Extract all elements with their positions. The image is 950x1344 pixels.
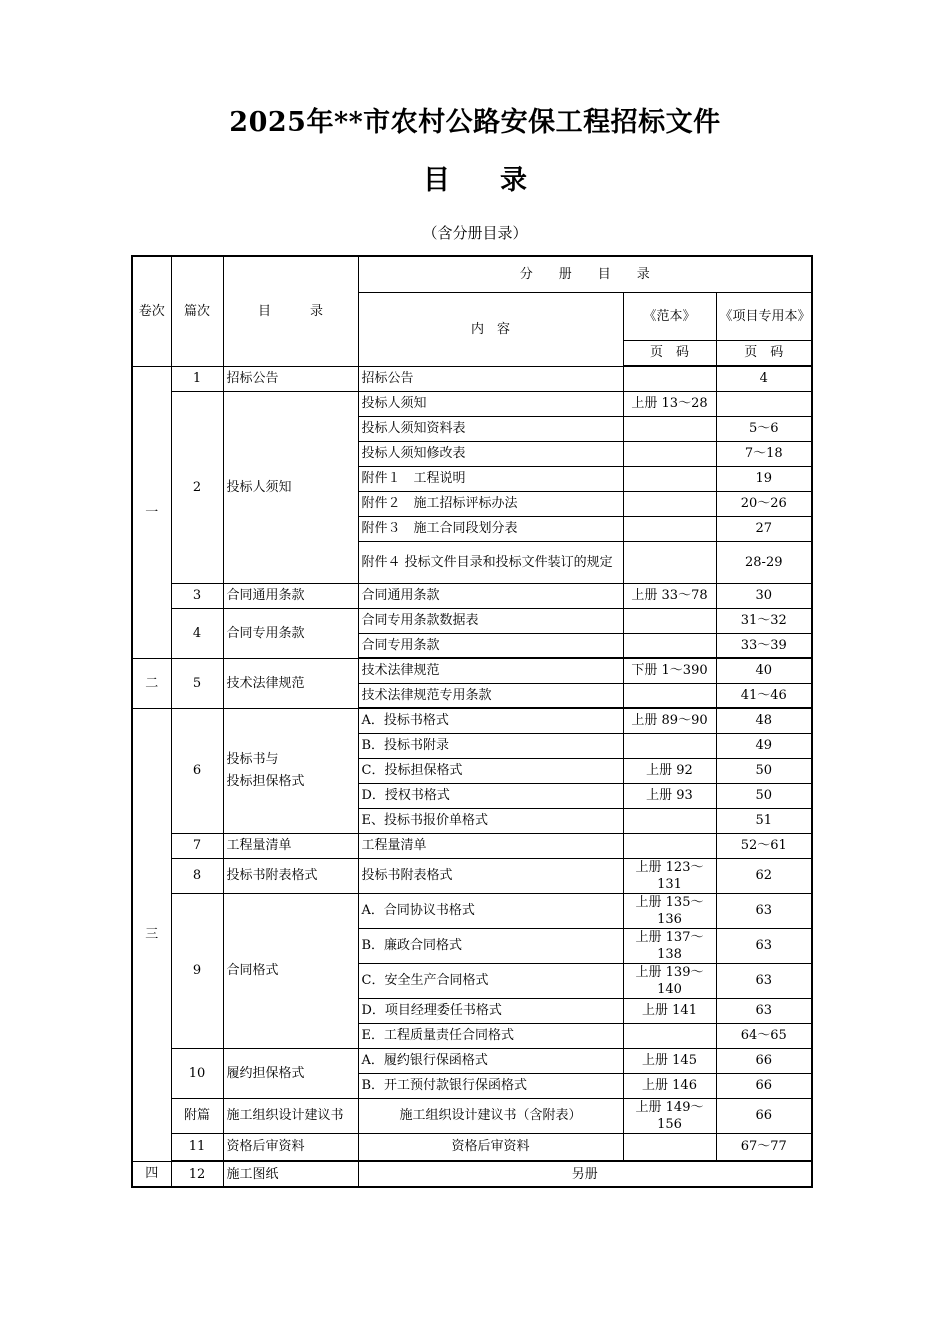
chapter-number: 附篇 [171,1098,223,1133]
content-cell: 投标人须知 [358,391,623,416]
toc-title-char-1: 目 [423,165,450,196]
header-juan: 卷次 [132,256,171,366]
table-row [132,583,812,608]
chapter-title-line-2: 投标担保格式 [226,773,305,789]
fanben-page: 上册 137～138 [623,928,716,963]
fanben-page: 上册 33～78 [623,583,716,608]
fanben-page [623,516,716,541]
special-page: 49 [716,733,812,758]
fanben-page [623,808,716,833]
special-page: 7～18 [716,441,812,466]
header-yema-zhuanyong: 页 码 [716,340,812,366]
content-cell: 招标公告 [358,366,623,391]
fanben-page: 上册 146 [623,1073,716,1098]
toc-note: （含分册目录） [422,224,528,242]
header-zhuanyong: 《项目专用本》 [716,292,812,340]
fanben-page: 上册 139～140 [623,963,716,998]
table-row [132,708,812,733]
chapter-number: 6 [171,708,223,833]
content-cell: 投标人须知资料表 [358,416,623,441]
chapter-title: 招标公告 [223,366,358,391]
table-row [132,608,812,633]
fanben-page [623,491,716,516]
content-cell: 施工组织设计建议书（含附表） [358,1098,623,1133]
volume-cell: 三 [132,708,171,1161]
chapter-number: 12 [171,1161,223,1187]
document-title: 2025年**市农村公路安保工程招标文件 [229,107,721,138]
fanben-page [623,633,716,658]
special-page: 40 [716,658,812,683]
fanben-page: 上册 123～131 [623,858,716,893]
table-row [132,833,812,858]
content-cell: A．合同协议书格式 [358,893,623,928]
toc-title-char-2: 录 [500,165,527,196]
content-cell: E．工程质量责任合同格式 [358,1023,623,1048]
content-cell: 合同专用条款数据表 [358,608,623,633]
special-page: 66 [716,1098,812,1133]
content-cell: 技术法律规范 [358,658,623,683]
header-pian: 篇次 [171,256,223,366]
special-page: 63 [716,998,812,1023]
content-cell: D．授权书格式 [358,783,623,808]
special-page: 50 [716,783,812,808]
header-yema-fanben: 页 码 [623,340,716,366]
content-cell: A．投标书格式 [358,708,623,733]
volume-cell: 一 [132,366,171,658]
chapter-number: 7 [171,833,223,858]
content-cell: 合同专用条款 [358,633,623,658]
special-page: 27 [716,516,812,541]
chapter-title: 合同通用条款 [223,583,358,608]
chapter-number: 10 [171,1048,223,1098]
special-page: 51 [716,808,812,833]
fanben-page [623,466,716,491]
content-cell: 附件１ 工程说明 [358,466,623,491]
special-page: 33～39 [716,633,812,658]
chapter-title: 施工组织设计建议书 [223,1098,358,1133]
table-row [132,1098,812,1133]
content-cell: 工程量清单 [358,833,623,858]
special-page: 5～6 [716,416,812,441]
fanben-page [623,541,716,583]
content-cell: C．安全生产合同格式 [358,963,623,998]
fanben-page: 上册 13～28 [623,391,716,416]
special-page: 62 [716,858,812,893]
header-fence: 分 册 目 录 [358,256,812,292]
special-page: 52～61 [716,833,812,858]
content-cell: A．履约银行保函格式 [358,1048,623,1073]
content-cell: 资格后审资料 [358,1133,623,1161]
content-cell: 附件２ 施工招标评标办法 [358,491,623,516]
fanben-page [623,683,716,708]
content-cell: 技术法律规范专用条款 [358,683,623,708]
special-page: 48 [716,708,812,733]
chapter-number: 9 [171,893,223,1048]
fanben-page: 上册 89～90 [623,708,716,733]
special-page: 63 [716,928,812,963]
table-row [132,858,812,893]
content-cell: B．投标书附录 [358,733,623,758]
fanben-page [623,608,716,633]
content-cell: 合同通用条款 [358,583,623,608]
special-page: 41～46 [716,683,812,708]
content-cell: 附件４ 投标文件目录和投标文件装订的规定 [358,541,623,583]
header-mulu: 目 录 [223,256,358,366]
table-row [132,391,812,416]
fanben-page [623,833,716,858]
table-row [132,658,812,683]
table-row [132,1048,812,1073]
chapter-number: 4 [171,608,223,658]
chapter-title-line-1: 投标书与 [226,751,279,767]
special-page: 63 [716,963,812,998]
toc-title [0,158,950,197]
content-cell: D．项目经理委任书格式 [358,998,623,1023]
content-cell: 附件３ 施工合同段划分表 [358,516,623,541]
chapter-title: 合同格式 [223,893,358,1048]
special-page: 50 [716,758,812,783]
fanben-page [623,441,716,466]
fanben-page: 上册 141 [623,998,716,1023]
table-row [132,366,812,391]
volume-cell: 四 [132,1161,171,1187]
chapter-number: 2 [171,391,223,583]
content-cell: 另册 [358,1161,812,1187]
special-page: 4 [716,366,812,391]
chapter-number: 8 [171,858,223,893]
fanben-page [623,1133,716,1161]
fanben-page [623,733,716,758]
content-cell: C．投标担保格式 [358,758,623,783]
chapter-title: 投标人须知 [223,391,358,583]
chapter-title: 施工图纸 [223,1161,358,1187]
fanben-page [623,366,716,391]
special-page: 63 [716,893,812,928]
fanben-page [623,416,716,441]
fanben-page [623,1023,716,1048]
header-fanben: 《范本》 [623,292,716,340]
special-page: 67～77 [716,1133,812,1161]
chapter-number: 11 [171,1133,223,1161]
chapter-title: 投标书附表格式 [223,858,358,893]
special-page: 66 [716,1073,812,1098]
special-page: 30 [716,583,812,608]
table-row [132,1161,812,1187]
content-cell: B．开工预付款银行保函格式 [358,1073,623,1098]
header-neirong: 内 容 [358,292,623,366]
toc-table [131,255,813,1188]
content-cell: E、投标书报价单格式 [358,808,623,833]
special-page: 20～26 [716,491,812,516]
content-cell: 投标书附表格式 [358,858,623,893]
fanben-page: 上册 135～136 [623,893,716,928]
special-page: 19 [716,466,812,491]
special-page: 66 [716,1048,812,1073]
fanben-page: 上册 145 [623,1048,716,1073]
chapter-title: 合同专用条款 [223,608,358,658]
fanben-page: 上册 149～156 [623,1098,716,1133]
chapter-title: 技术法律规范 [223,658,358,708]
content-cell: 投标人须知修改表 [358,441,623,466]
fanben-page: 下册 1～390 [623,658,716,683]
chapter-number: 3 [171,583,223,608]
special-page [716,391,812,416]
fanben-page: 上册 93 [623,783,716,808]
chapter-title: 资格后审资料 [223,1133,358,1161]
chapter-title: 履约担保格式 [223,1048,358,1098]
content-cell: B．廉政合同格式 [358,928,623,963]
table-row [132,893,812,928]
chapter-title [223,708,358,833]
special-page: 28-29 [716,541,812,583]
special-page: 64～65 [716,1023,812,1048]
volume-cell: 二 [132,658,171,708]
chapter-number: 1 [171,366,223,391]
table-row [132,1133,812,1161]
chapter-title: 工程量清单 [223,833,358,858]
fanben-page: 上册 92 [623,758,716,783]
special-page: 31～32 [716,608,812,633]
chapter-number: 5 [171,658,223,708]
